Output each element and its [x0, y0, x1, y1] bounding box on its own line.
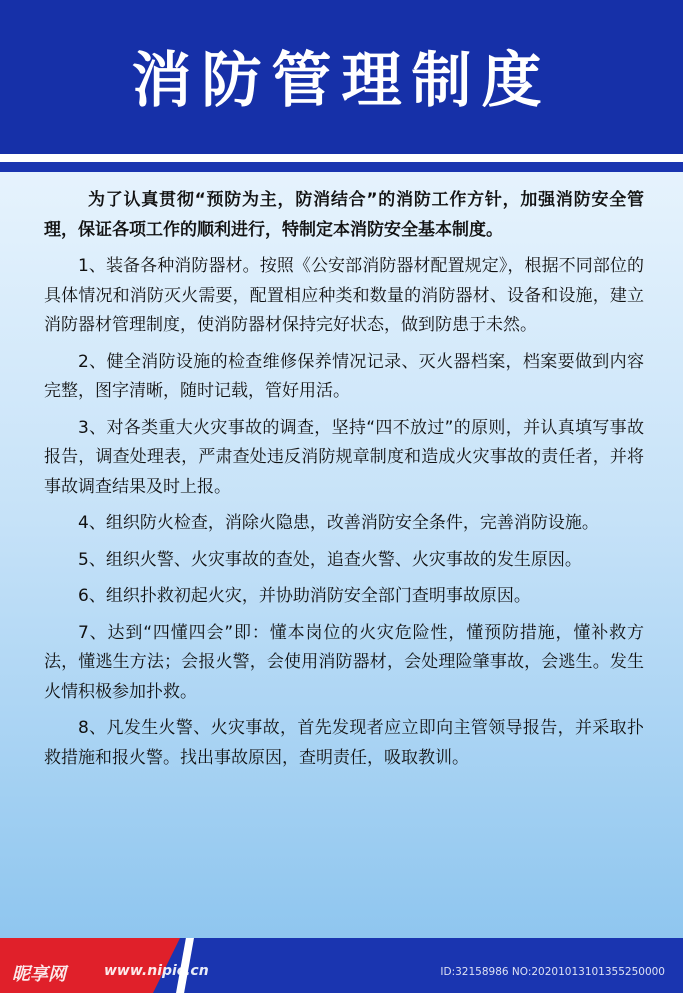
regulation-item-4: 4、组织防火检查，消除火隐患，改善消防安全条件，完善消防设施。 — [78, 513, 599, 533]
watermark-logo: 昵享网 — [12, 964, 66, 985]
regulation-item-5: 5、组织火警、火灾事故的查处，追查火警、火灾事故的发生原因。 — [78, 549, 582, 570]
regulation-item-2: 2、健全消防设施的检查维修保养情况记录、灭火器档案，档案要做到内容完整，图字清晰，随时记载，管好用活。 — [44, 351, 644, 401]
intro-paragraph: 为了认真贯彻“预防为主，防消结合”的消防工作方针，加强消防安全管理，保证各项工作的顺利进行，特制定本消防安全基本制度。 — [44, 190, 644, 240]
regulation-item-1: 1、装备各种消防器材。按照《公安部消防器材配置规定》，根据不同部位的具体情况和消防灭火需要，配置相应种类和数量的消防器材、设备和设施，建立消防器材管理制度，使消防器材保持完好状态，做到防患于未然。 — [44, 256, 644, 335]
regulation-item-7: 7、达到“四懂四会”即：懂本岗位的火灾危险性，懂预防措施，懂补救方法，懂逃生方法；会报火警，会使用消防器材，会处理险肇事故，会逃生。发生火情积极参加扑救。 — [44, 622, 644, 702]
watermark-url: www.nipic.cn — [104, 963, 209, 979]
header-divider-white — [0, 154, 683, 162]
regulation-item-3: 3、对各类重大火灾事故的调查，坚持“四不放过”的原则，并认真填写事故报告，调查处理表，严肃查处违反消防规章制度和造成火灾事故的责任者，并将事故调查结果及时上报。 — [44, 417, 644, 497]
watermark-id: ID:32158986 NO:20201013101355250000 — [440, 966, 665, 978]
regulation-item-6: 6、组织扑救初起火灾，并协助消防安全部门查明事故原因。 — [78, 586, 531, 606]
regulation-text — [44, 186, 644, 780]
regulation-item-8: 8、凡发生火警、火灾事故，首先发现者应立即向主管领导报告，并采取扑救措施和报火警。找出事故原因，查明责任，吸取教训。 — [44, 718, 644, 768]
header-banner — [0, 0, 683, 154]
header-divider-blue — [0, 162, 683, 172]
page-title: 消防管理制度 — [131, 46, 552, 116]
